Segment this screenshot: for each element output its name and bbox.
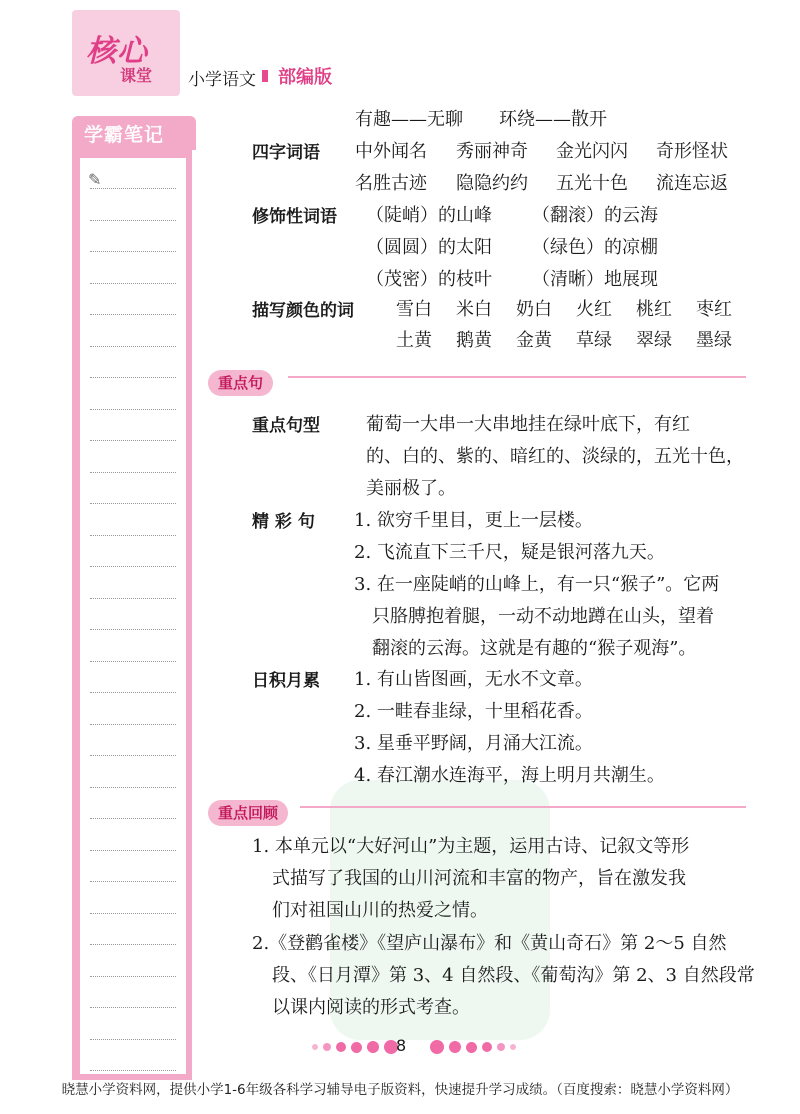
color-word: 金黄 — [516, 330, 552, 351]
notes-line — [90, 976, 176, 977]
color-word: 墨绿 — [696, 330, 732, 351]
color-word: 草绿 — [576, 330, 612, 351]
notes-line — [90, 566, 176, 567]
modifier-phrase: （茂密）的枝叶 — [366, 269, 492, 290]
notes-line — [90, 629, 176, 630]
notes-line — [90, 1070, 176, 1071]
great-sentence-line: 1. 欲穷千里目，更上一层楼。 — [354, 510, 593, 531]
notes-line — [90, 755, 176, 756]
great-sentences-label: 精 彩 句 — [252, 512, 315, 532]
edition-label: 部编版 — [278, 67, 332, 88]
notes-line — [90, 472, 176, 473]
notes-line — [90, 692, 176, 693]
notes-line — [90, 314, 176, 315]
great-sentence-line: 2. 飞流直下三千尺，疑是银河落九天。 — [354, 542, 665, 563]
notes-line — [90, 346, 176, 347]
modifier-phrase: （陡峭）的山峰 — [366, 205, 492, 226]
notes-line — [90, 850, 176, 851]
review-line: 式描写了我国的山川河流和丰富的物产，旨在激发我 — [272, 868, 686, 889]
four-char-word: 中外闻名 — [355, 141, 427, 162]
color-word: 奶白 — [516, 299, 552, 320]
four-char-word: 名胜古迹 — [355, 173, 427, 194]
notes-line — [90, 220, 176, 221]
notes-line — [90, 1039, 176, 1040]
four-char-label: 四字词语 — [252, 143, 320, 163]
review-line: 以课内阅读的形式考查。 — [272, 997, 470, 1018]
notes-line — [90, 787, 176, 788]
logo-main-text: 核心 — [86, 34, 148, 69]
notes-line — [90, 598, 176, 599]
notes-line — [90, 377, 176, 378]
notes-line — [90, 283, 176, 284]
key-sentences-badge: 重点句 — [208, 370, 273, 396]
great-sentence-line: 只胳膊抱着腿，一动不动地蹲在山头，望着 — [372, 606, 714, 627]
color-word: 桃红 — [636, 299, 672, 320]
four-char-word: 奇形怪状 — [656, 141, 728, 162]
daily-line: 3. 星垂平野阔，月涌大江流。 — [354, 733, 593, 754]
subject-label: 小学语文 — [188, 70, 256, 90]
page-dots-right — [430, 1040, 516, 1054]
notes-line — [90, 661, 176, 662]
daily-line: 2. 一畦春韭绿，十里稻花香。 — [354, 701, 593, 722]
antonym-line: 有趣——无聊 环绕——散开 — [355, 109, 607, 130]
notes-line — [90, 409, 176, 410]
notes-line — [90, 251, 176, 252]
notes-line — [90, 881, 176, 882]
section-rule — [288, 376, 746, 378]
notes-line — [90, 724, 176, 725]
notes-line — [90, 535, 176, 536]
color-word: 火红 — [576, 299, 612, 320]
four-char-word: 秀丽神奇 — [456, 141, 528, 162]
great-sentence-line: 翻滚的云海。这就是有趣的“猴子观海”。 — [372, 638, 697, 659]
review-line: 2.《登鹳雀楼》《望庐山瀑布》和《黄山奇石》第 2～5 自然 — [252, 933, 727, 954]
sentence-pattern-line: 葡萄一大串一大串地挂在绿叶底下，有红 — [366, 414, 690, 435]
color-word: 枣红 — [696, 299, 732, 320]
four-char-word: 五光十色 — [556, 173, 628, 194]
color-word: 鹅黄 — [456, 330, 492, 351]
four-char-word: 流连忘返 — [656, 173, 728, 194]
sentence-pattern-line: 的、白的、紫的、暗红的、淡绿的，五光十色， — [366, 446, 744, 467]
four-char-word: 金光闪闪 — [556, 141, 628, 162]
notes-line — [90, 944, 176, 945]
color-word: 雪白 — [396, 299, 432, 320]
page-dots-left — [312, 1040, 398, 1054]
color-word: 翠绿 — [636, 330, 672, 351]
review-line: 1. 本单元以“大好河山”为主题，运用古诗、记叙文等形 — [252, 836, 690, 857]
modifier-phrase: （翻滚）的云海 — [532, 205, 658, 226]
modifier-phrase: （清晰）地展现 — [532, 269, 658, 290]
review-line: 段、《日月潭》第 3、4 自然段、《葡萄沟》第 2、3 自然段常 — [272, 965, 755, 986]
modifier-label: 修饰性词语 — [252, 207, 337, 227]
color-word: 土黄 — [396, 330, 432, 351]
notes-line — [90, 818, 176, 819]
footer-text: 晓慧小学资料网，提供小学1-6年级各科学习辅导电子版资料，快速提升学习成绩。（百度搜索：晓慧小学资料网） — [61, 1082, 739, 1098]
color-words-label: 描写颜色的词 — [252, 301, 354, 321]
modifier-phrase: （绿色）的凉棚 — [532, 237, 658, 258]
logo-sub-text: 课堂 — [120, 66, 153, 85]
daily-accumulation-label: 日积月累 — [252, 671, 320, 691]
notes-line — [90, 440, 176, 441]
daily-line: 4. 春江潮水连海平，海上明月共潮生。 — [354, 765, 665, 786]
sentence-pattern-label: 重点句型 — [252, 416, 320, 436]
color-word: 米白 — [456, 299, 492, 320]
notes-line — [90, 913, 176, 914]
great-sentence-line: 3. 在一座陡峭的山峰上，有一只“猴子”。它两 — [354, 574, 720, 595]
daily-line: 1. 有山皆图画，无水不文章。 — [354, 669, 593, 690]
review-badge: 重点回顾 — [208, 800, 288, 826]
notes-line — [90, 188, 176, 189]
modifier-phrase: （圆圆）的太阳 — [366, 237, 492, 258]
notes-line — [90, 503, 176, 504]
four-char-word: 隐隐约约 — [456, 173, 528, 194]
page-number: 8 — [396, 1036, 407, 1055]
pencil-icon: ✎ — [88, 170, 102, 189]
sentence-pattern-line: 美丽极了。 — [366, 478, 456, 499]
notes-area — [80, 158, 186, 1074]
sidebar-title: 学霸笔记 — [84, 124, 165, 146]
review-line: 们对祖国山川的热爱之情。 — [272, 900, 488, 921]
notes-line — [90, 1007, 176, 1008]
header-separator — [262, 70, 268, 82]
section-rule — [300, 806, 746, 808]
